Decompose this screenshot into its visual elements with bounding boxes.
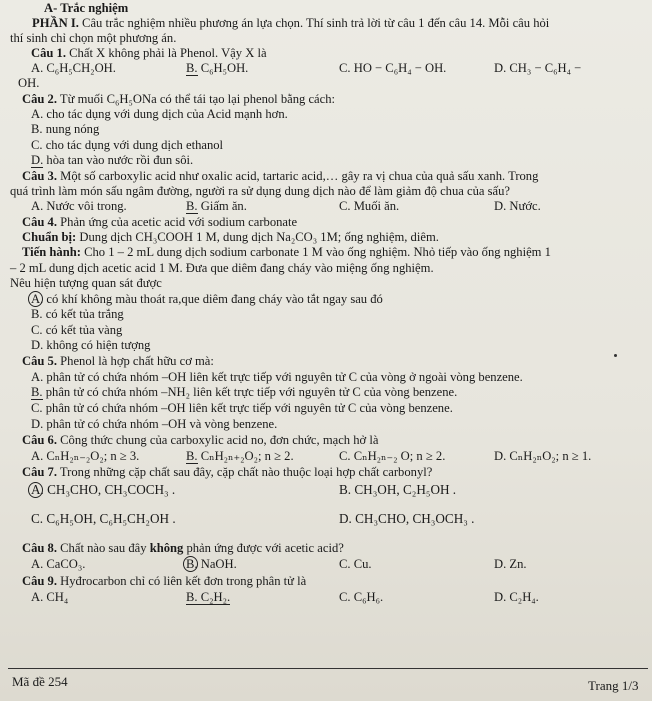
- q2-option-a: A. cho tác dụng với dung dịch của Acid mạnh hơn.: [31, 107, 288, 121]
- q2-answer-mark: D.: [31, 153, 44, 167]
- q9-option-d: D. C₂H₄.: [494, 590, 539, 604]
- q6-option-b: B. CₙH₂ₙ₊₂O₂; n ≥ 2.: [186, 449, 294, 463]
- q5-option-d: D. phân tử có chứa nhóm –OH và vòng benzene.: [31, 417, 278, 431]
- q5-option-b: B. phân tử có chứa nhóm –NH₂ liên kết trực tiếp với nguyên tử C của vòng benzene.: [31, 385, 458, 399]
- stray-mark: [614, 354, 617, 357]
- q9-option-c: C. C₆H₆.: [339, 590, 384, 604]
- q5-answer-mark: B.: [31, 385, 43, 399]
- q1-option-a: A. C₆H₅CH₂OH.: [31, 61, 116, 75]
- q8-option-b: B. NaOH.: [186, 557, 237, 571]
- q8-option-a: A. CaCO₃.: [31, 557, 86, 571]
- question-6: Câu 6. Công thức chung của carboxylic acid no, đơn chức, mạch hở là: [22, 433, 379, 447]
- q1-option-d: D. CH₃ − C₆H₄ −: [494, 61, 582, 75]
- q6-option-a: A. CₙH₂ₙ₋₂O₂; n ≥ 3.: [31, 449, 140, 463]
- q4-procedure-cont: – 2 mL dung dịch acetic acid 1 M. Đưa que diêm đang cháy vào miệng ống nghiệm.: [10, 261, 434, 275]
- q4-option-b: B. có kết tủa trắng: [31, 307, 124, 321]
- q3-answer-mark: B.: [186, 199, 198, 213]
- q7-option-d: D. CH₃CHO, CH₃OCH₃ .: [339, 511, 475, 526]
- question-7: Câu 7. Trong những cặp chất sau đây, cặp chất nào thuộc loại hợp chất carbonyl?: [22, 465, 433, 479]
- page-number: Trang 1/3: [588, 678, 639, 693]
- q7-option-a: A. CH₃CHO, CH₃COCH₃ .: [31, 482, 176, 497]
- q9-answer-mark: B. C₂H₂.: [186, 590, 231, 604]
- q9-option-b: [186, 590, 230, 604]
- section-heading: A- Trắc nghiệm: [44, 1, 129, 15]
- q1-option-c: C. HO − C₆H₄ − OH.: [339, 61, 447, 75]
- q2-option-c: C. cho tác dụng với dung dịch ethanol: [31, 138, 224, 152]
- q4-prompt: Nêu hiện tượng quan sát được: [10, 276, 162, 290]
- footer-divider: [8, 668, 648, 669]
- q4-procedure: Tiến hành: Cho 1 – 2 mL dung dịch sodium carbonate 1 M vào ống nghiệm. Nhỏ tiếp vào ống nghiệm 1: [22, 245, 551, 259]
- question-3: Câu 3. Một số carboxylic acid như oxalic acid, tartaric acid,… gây ra vị chua của quả sấu xanh. Trong: [22, 169, 539, 183]
- q4-option-d: D. không có hiện tượng: [31, 338, 151, 352]
- q7-option-c: C. C₆H₅OH, C₆H₅CH₂OH .: [31, 511, 176, 526]
- q6-answer-mark: B.: [186, 449, 198, 463]
- q3-option-d: D. Nước.: [494, 199, 541, 213]
- q4-option-a: A. có khí không màu thoát ra,que diêm đang cháy vào tắt ngay sau đó: [31, 292, 383, 306]
- q8-option-d: D. Zn.: [494, 557, 527, 571]
- q3-option-a: A. Nước vôi trong.: [31, 199, 127, 213]
- question-2: Câu 2. Từ muối C₆H₅ONa có thể tái tạo lại phenol bằng cách:: [22, 92, 336, 106]
- part-instruction: PHẦN I. Câu trắc nghiệm nhiều phương án lựa chọn. Thí sinh trả lời từ câu 1 đến câu 14. Mỗi câu hỏi: [32, 16, 550, 30]
- q8-answer-mark: B.: [186, 557, 198, 571]
- q2-option-b: B. nung nóng: [31, 122, 100, 136]
- q1-option-d-cont: OH.: [18, 76, 40, 90]
- q7-answer-mark: A.: [31, 482, 44, 497]
- part-instruction-cont: thí sinh chỉ chọn một phương án.: [10, 31, 177, 45]
- question-5: Câu 5. Phenol là hợp chất hữu cơ mà:: [22, 354, 214, 368]
- q6-option-d: D. CₙH₂ₙO₂; n ≥ 1.: [494, 449, 592, 463]
- exam-code: Mã đề 254: [12, 674, 68, 689]
- q3-option-c: C. Muối ăn.: [339, 199, 400, 213]
- q9-option-a: A. CH₄: [31, 590, 69, 604]
- q4-answer-mark: A.: [31, 292, 44, 306]
- q1-answer-mark: B.: [186, 61, 198, 75]
- q2-option-d: D. hòa tan vào nước rồi đun sôi.: [31, 153, 194, 167]
- question-9: Câu 9. Hyđrocarbon chỉ có liên kết đơn trong phân tử là: [22, 574, 307, 588]
- q1-option-b: B. C₆H₅OH.: [186, 61, 249, 75]
- question-1: Câu 1. Chất X không phải là Phenol. Vậy X là: [31, 46, 267, 60]
- q5-option-c: C. phân tử có chứa nhóm –OH liên kết trực tiếp với nguyên tử C của vòng benzene.: [31, 401, 453, 415]
- q7-option-b: B. CH₃OH, C₂H₅OH .: [339, 482, 457, 497]
- q6-option-c: C. CₙH₂ₙ₋₂ O; n ≥ 2.: [339, 449, 446, 463]
- q4-option-c: C. có kết tủa vàng: [31, 323, 123, 337]
- q3-option-b: B. Giấm ăn.: [186, 199, 247, 213]
- q8-option-c: C. Cu.: [339, 557, 372, 571]
- q5-option-a: A. phân tử có chứa nhóm –OH liên kết trực tiếp với nguyên tử C của vòng ở ngoài vòng benzene.: [31, 370, 523, 384]
- question-8: Câu 8. Chất nào sau đây không phản ứng được với acetic acid?: [22, 541, 344, 555]
- q4-prep: Chuẩn bị: Dung dịch CH₃COOH 1 M, dung dịch Na₂CO₃ 1M; ống nghiệm, diêm.: [22, 230, 439, 244]
- question-4: Câu 4. Phản ứng của acetic acid với sodium carbonate: [22, 215, 298, 229]
- question-3-cont: quá trình làm món sấu ngâm đường, người ra sử dụng dung dịch nào để làm giảm độ chua của sấu?: [10, 184, 511, 198]
